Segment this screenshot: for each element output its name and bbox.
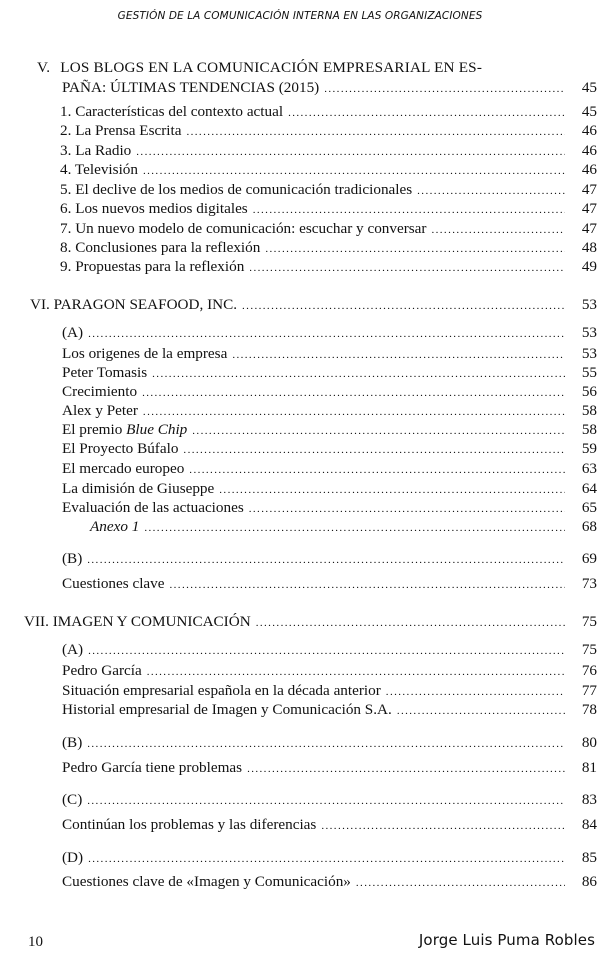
toc-section-c[interactable] xyxy=(62,790,597,809)
page-number: 75 xyxy=(581,641,597,658)
entry-label: Evaluación de las actuaciones xyxy=(62,499,244,516)
entry-label: Historial empresarial de Imagen y Comunicación S.A. xyxy=(62,701,392,718)
leader-dots xyxy=(247,760,565,779)
entry-label xyxy=(60,102,283,121)
page-number: 46 xyxy=(581,161,597,178)
toc-section-d[interactable] xyxy=(62,848,597,867)
leader-dots xyxy=(183,441,565,460)
leader-dots xyxy=(143,162,565,181)
entry-text: Televisión xyxy=(74,161,138,178)
entry-text: Características del contexto actual xyxy=(75,103,284,120)
running-header: GESTIÓN DE LA COMUNICACIÓN INTERNA EN LAS ORGANIZACIONES xyxy=(117,10,483,22)
leader-dots xyxy=(242,297,565,316)
page-number: 48 xyxy=(581,239,597,256)
section-label: (A) xyxy=(62,641,84,658)
annex-label: Anexo 1 xyxy=(90,518,140,535)
entry-label: Situación empresarial española en la década anterior xyxy=(62,682,381,699)
toc-entry[interactable] xyxy=(62,498,597,517)
entry-label: Los origenes de la empresa xyxy=(62,345,228,362)
page-number: 53 xyxy=(581,296,597,313)
leader-dots xyxy=(88,642,565,661)
entry-text: El declive de los medios de comunicación tradicionales xyxy=(75,181,413,198)
leader-dots xyxy=(397,702,565,721)
entry-label: Cuestiones clave xyxy=(62,575,165,592)
chapter-v-title-line2: PAÑA: ÚLTIMAS TENDENCIAS (2015) xyxy=(62,79,320,96)
entry-text: La Radio xyxy=(75,142,132,159)
toc-section-a[interactable] xyxy=(62,323,597,342)
chapter-vii-title-text: IMAGEN Y COMUNICACIÓN xyxy=(52,613,251,630)
leader-dots xyxy=(256,614,565,633)
page-number: 86 xyxy=(581,873,597,890)
entry-label xyxy=(62,420,187,439)
toc-entry[interactable] xyxy=(60,219,597,238)
leader-dots xyxy=(170,576,566,595)
chapter-vi-number: VI. xyxy=(30,296,50,313)
footer-page-number: 10 xyxy=(28,934,43,950)
page-number: 85 xyxy=(581,849,597,866)
toc-entry[interactable] xyxy=(62,439,597,458)
page-number: 84 xyxy=(581,816,597,833)
entry-label: Pedro García xyxy=(62,662,142,679)
leader-dots xyxy=(87,792,565,811)
entry-number: 5. xyxy=(60,181,72,198)
page-number: 59 xyxy=(581,440,597,457)
page-number: 73 xyxy=(581,575,597,592)
section-label: (B) xyxy=(62,550,83,567)
entry-text: Propuestas para la reflexión xyxy=(75,258,245,275)
toc-section-b[interactable] xyxy=(62,733,597,752)
page-number: 45 xyxy=(581,103,597,120)
chapter-v-title-line1 xyxy=(37,59,482,77)
toc-entry[interactable] xyxy=(60,257,597,276)
page-number: 56 xyxy=(581,383,597,400)
page-number: 75 xyxy=(581,613,597,630)
chapter-v-number: V. xyxy=(37,59,51,76)
toc-entry[interactable] xyxy=(60,121,597,140)
toc-entry[interactable] xyxy=(62,459,597,478)
toc-entry[interactable] xyxy=(62,872,597,891)
leader-dots xyxy=(186,123,565,142)
page-number: 80 xyxy=(581,734,597,751)
section-label: (A) xyxy=(62,324,84,341)
chapter-vii-title xyxy=(24,612,251,631)
page-number: 45 xyxy=(581,79,597,96)
page-number: 46 xyxy=(581,142,597,159)
toc-entry-chapter-vii[interactable] xyxy=(24,612,597,631)
page-number: 78 xyxy=(581,701,597,718)
leader-dots xyxy=(87,551,565,570)
leader-dots xyxy=(144,519,565,538)
page-number: 47 xyxy=(581,200,597,217)
page-number: 69 xyxy=(581,550,597,567)
entry-label: El Proyecto Búfalo xyxy=(62,440,179,457)
toc-entry[interactable] xyxy=(62,815,597,834)
section-label: (B) xyxy=(62,734,83,751)
entry-number: 3. xyxy=(60,142,72,159)
page-number: 53 xyxy=(581,345,597,362)
toc-entry[interactable] xyxy=(60,180,597,199)
footer-author: Jorge Luis Puma Robles xyxy=(418,931,595,949)
leader-dots xyxy=(356,874,565,893)
page-number: 58 xyxy=(581,421,597,438)
entry-text: Un nuevo modelo de comunicación: escuchar y conversar xyxy=(75,220,427,237)
entry-number: 8. xyxy=(60,239,72,256)
entry-label: Peter Tomasis xyxy=(62,364,148,381)
page-number: 58 xyxy=(581,402,597,419)
leader-dots xyxy=(88,325,565,344)
entry-label: Cuestiones clave de «Imagen y Comunicación» xyxy=(62,873,351,890)
entry-text: Los nuevos medios digitales xyxy=(75,200,248,217)
page-number: 65 xyxy=(581,499,597,516)
toc-entry[interactable] xyxy=(62,479,597,498)
toc-entry[interactable] xyxy=(62,681,597,700)
leader-dots xyxy=(147,663,565,682)
entry-label: La dimisión de Giuseppe xyxy=(62,480,215,497)
entry-number: 4. xyxy=(60,161,72,178)
entry-label xyxy=(60,160,138,179)
toc-entry[interactable] xyxy=(60,141,597,160)
leader-dots xyxy=(87,735,565,754)
toc-entry[interactable] xyxy=(60,199,597,218)
toc-entry[interactable] xyxy=(60,160,597,179)
toc-entry[interactable] xyxy=(62,700,597,719)
page-number: 68 xyxy=(581,518,597,535)
entry-italic-text: Blue Chip xyxy=(126,421,188,438)
entry-label: Continúan los problemas y las diferencias xyxy=(62,816,317,833)
section-label: (D) xyxy=(62,849,84,866)
toc-entry[interactable] xyxy=(62,344,597,363)
leader-dots xyxy=(324,80,565,99)
page-number: 64 xyxy=(581,480,597,497)
toc-entry[interactable] xyxy=(62,401,597,420)
entry-number: 6. xyxy=(60,200,72,217)
entry-label xyxy=(60,257,244,276)
leader-dots xyxy=(88,850,565,869)
entry-text: Conclusiones para la reflexión xyxy=(75,239,261,256)
toc-entry[interactable] xyxy=(62,420,597,439)
page-number: 46 xyxy=(581,122,597,139)
entry-label xyxy=(60,121,181,140)
leader-dots xyxy=(189,461,565,480)
leader-dots xyxy=(253,201,565,220)
toc-entry[interactable] xyxy=(60,102,597,121)
toc-entry[interactable] xyxy=(62,382,597,401)
page-number: 47 xyxy=(581,181,597,198)
toc-entry[interactable] xyxy=(62,574,597,593)
chapter-vi-title xyxy=(30,295,237,314)
page-number: 81 xyxy=(581,759,597,776)
leader-dots xyxy=(321,817,565,836)
entry-label xyxy=(60,199,248,218)
toc-entry[interactable] xyxy=(62,363,597,382)
toc-section-a[interactable] xyxy=(62,640,597,659)
entry-label: Alex y Peter xyxy=(62,402,138,419)
toc-entry-chapter-v[interactable] xyxy=(62,78,597,97)
page-number: 63 xyxy=(581,460,597,477)
entry-label: Crecimiento xyxy=(62,383,138,400)
entry-number: 2. xyxy=(60,122,72,139)
entry-number: 7. xyxy=(60,220,72,237)
toc-annex-entry[interactable] xyxy=(90,517,597,536)
chapter-vi-title-text: PARAGON SEAFOOD, INC. xyxy=(53,296,238,313)
section-label: (C) xyxy=(62,791,83,808)
toc-entry[interactable] xyxy=(62,661,597,680)
entry-text: La Prensa Escrita xyxy=(75,122,182,139)
page-number: 47 xyxy=(581,220,597,237)
toc-entry[interactable] xyxy=(60,238,597,257)
page-number: 76 xyxy=(581,662,597,679)
entry-text: El premio xyxy=(62,421,123,438)
page-number: 83 xyxy=(581,791,597,808)
page-number: 55 xyxy=(581,364,597,381)
entry-label: El mercado europeo xyxy=(62,460,185,477)
entry-number: 1. xyxy=(60,103,72,120)
entry-label xyxy=(60,219,426,238)
page-number: 77 xyxy=(581,682,597,699)
chapter-vii-number: VII. xyxy=(24,613,49,630)
entry-number: 9. xyxy=(60,258,72,275)
page-number: 53 xyxy=(581,324,597,341)
entry-label xyxy=(60,141,131,160)
page-number: 49 xyxy=(581,258,597,275)
entry-label xyxy=(60,238,260,257)
toc-entry-chapter-vi[interactable] xyxy=(30,295,597,314)
toc-section-b[interactable] xyxy=(62,549,597,568)
toc-entry[interactable] xyxy=(62,758,597,777)
entry-label: Pedro García tiene problemas xyxy=(62,759,243,776)
chapter-v-title-text: LOS BLOGS EN LA COMUNICACIÓN EMPRESARIAL EN ES- xyxy=(60,59,483,76)
entry-label xyxy=(60,180,412,199)
leader-dots xyxy=(249,259,565,278)
